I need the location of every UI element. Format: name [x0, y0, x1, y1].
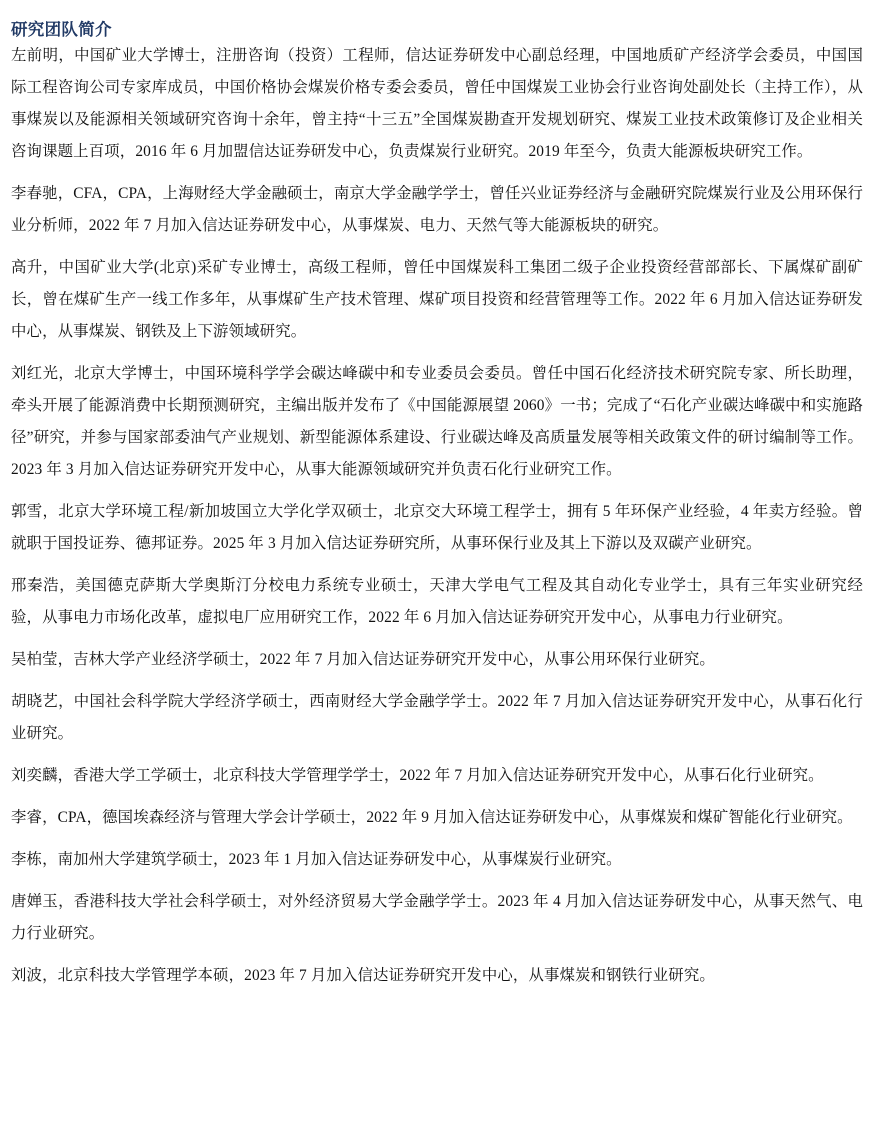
page-title: 研究团队简介 [11, 21, 112, 40]
bio-paragraph-liu-bo: 刘波，北京科技大学管理学本硕，2023 年 7 月加入信达证券研究开发中心，从事煤炭和钢铁行业研究。 [11, 967, 715, 984]
bio-paragraph-li-rui: 李睿，CPA，德国埃森经济与管理大学会计学硕士，2022 年 9 月加入信达证券研发中心，从事煤炭和煤矿智能化行业研究。 [11, 809, 853, 826]
bio-paragraph-zuo-qianming: 左前明，中国矿业大学博士，注册咨询（投资）工程师，信达证券研发中心副总经理，中国地质矿产经济学会委员，中国国际工程咨询公司专家库成员，中国价格协会煤炭价格专委会委员，曾任中国煤炭工业协会行业咨询处副处长（主持工作），从事煤炭以及能源相关领域研究咨询十余年，曾主持“十三五”全国煤炭勘查开发规划研究、煤炭工业技术政策修订及企业相关咨询课题上百项，2016 年 6 月加盟信达证券研发中心，负责煤炭行业研究。2019 年至今，负责大能源板块研究工作。 [11, 47, 863, 160]
bio-paragraph-gao-sheng: 高升，中国矿业大学(北京)采矿专业博士，高级工程师，曾任中国煤炭科工集团二级子企业投资经营部部长、下属煤矿副矿长，曾在煤矿生产一线工作多年，从事煤矿生产技术管理、煤矿项目投资和经营管理等工作。2022 年 6 月加入信达证券研发中心，从事煤炭、钢铁及上下游领域研究。 [11, 259, 863, 340]
bio-paragraph-guo-xue: 郭雪，北京大学环境工程/新加坡国立大学化学双硕士，北京交大环境工程学士，拥有 5 年环保产业经验，4 年卖方经验。曾就职于国投证券、德邦证券。2025 年 3 月加入信达证券研究所，从事环保行业及其上下游以及双碳产业研究。 [11, 503, 863, 552]
bio-paragraph-wu-boying: 吴柏莹，吉林大学产业经济学硕士，2022 年 7 月加入信达证券研究开发中心，从事公用环保行业研究。 [11, 651, 715, 668]
bio-paragraph-li-dong: 李栋，南加州大学建筑学硕士，2023 年 1 月加入信达证券研发中心，从事煤炭行业研究。 [11, 851, 622, 868]
bio-paragraph-xing-qinhao: 邢秦浩，美国德克萨斯大学奥斯汀分校电力系统专业硕士，天津大学电气工程及其自动化专业学士，具有三年实业研究经验，从事电力市场化改革，虚拟电厂应用研究工作，2022 年 6 月加入信达证券研究开发中心，从事电力行业研究。 [11, 577, 863, 626]
bio-paragraph-tang-chanyu: 唐婵玉，香港科技大学社会科学硕士，对外经济贸易大学金融学学士。2023 年 4 月加入信达证券研发中心，从事天然气、电力行业研究。 [11, 893, 863, 942]
research-team-bio-list [11, 40, 863, 992]
bio-paragraph-li-chunchi: 李春驰，CFA，CPA，上海财经大学金融硕士，南京大学金融学学士，曾任兴业证券经济与金融研究院煤炭行业及公用环保行业分析师，2022 年 7 月加入信达证券研发中心，从事煤炭、电力、天然气等大能源板块的研究。 [11, 185, 863, 234]
bio-paragraph-hu-xiaoyi: 胡晓艺，中国社会科学院大学经济学硕士，西南财经大学金融学学士。2022 年 7 月加入信达证券研究开发中心，从事石化行业研究。 [11, 693, 863, 742]
bio-paragraph-liu-hongguang: 刘红光，北京大学博士，中国环境科学学会碳达峰碳中和专业委员会委员。曾任中国石化经济技术研究院专家、所长助理，牵头开展了能源消费中长期预测研究，主编出版并发布了《中国能源展望 2060》一书；完成了“石化产业碳达峰碳中和实施路径”研究，并参与国家部委油气产业规划、新型能源体系建设、行业碳达峰及高质量发展等相关政策文件的研讨编制等工作。2023 年 3 月加入信达证券研究开发中心，从事大能源领域研究并负责石化行业研究工作。 [11, 365, 863, 478]
bio-paragraph-liu-yilin: 刘奕麟，香港大学工学硕士，北京科技大学管理学学士，2022 年 7 月加入信达证券研究开发中心，从事石化行业研究。 [11, 767, 824, 784]
